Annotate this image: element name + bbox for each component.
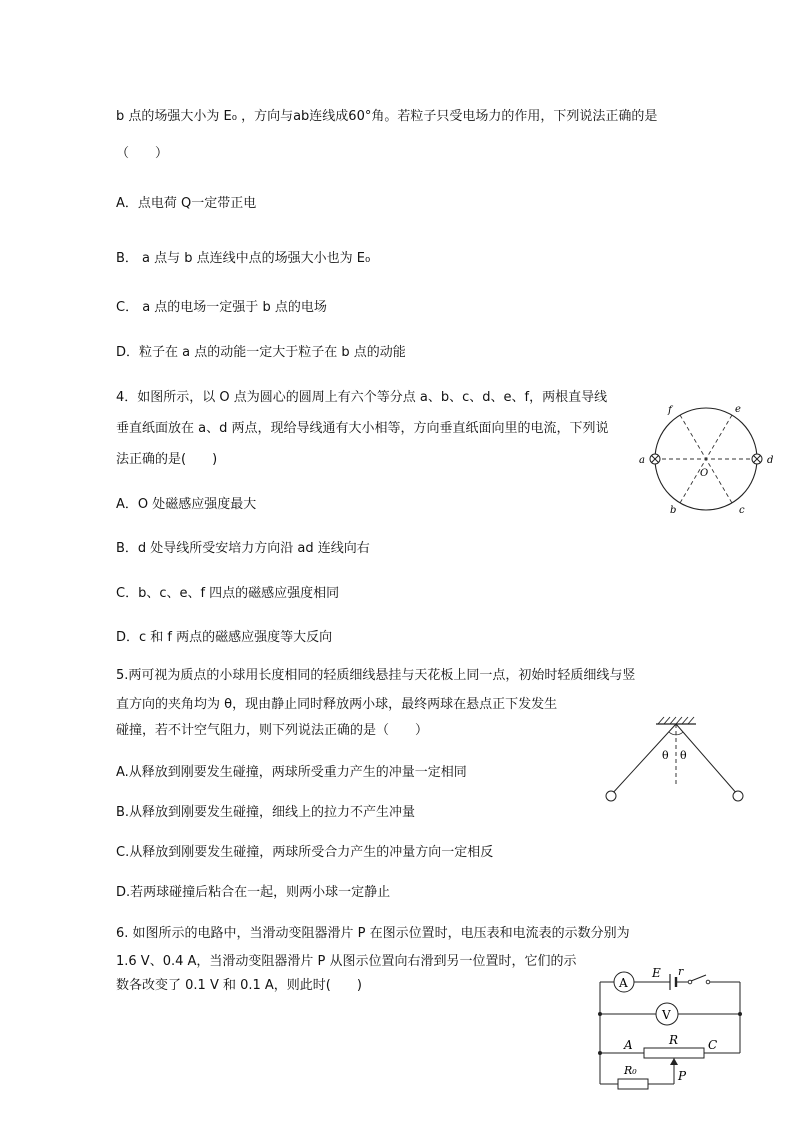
label-o: O [700, 468, 709, 479]
q3-option-d: D．粒子在 a 点的动能一定大于粒子在 b 点的动能 [116, 345, 406, 360]
q4-circle-figure [636, 398, 776, 518]
q4-option-d: D．c 和 f 两点的磁感应强度等大反向 [116, 630, 333, 645]
q4-stem-line1: 4．如图所示，以 O 点为圆心的圆周上有六个等分点 a、b、c、d、e、f，两根直导线 [116, 390, 608, 405]
rheostat-r-label: R [669, 1033, 679, 1047]
q3-answer-bracket: （ ） [116, 146, 169, 161]
q4-stem-line2: 垂直纸面放在 a、d 两点，现给导线通有大小相等，方向垂直纸面向里的电流，下列说 [116, 421, 609, 436]
left-ball-icon [606, 791, 616, 801]
label-f: f [668, 405, 672, 416]
q4-option-a: A．O 处磁感应强度最大 [116, 497, 257, 512]
voltmeter-icon [656, 1003, 678, 1025]
q5-pendulum-figure [598, 714, 754, 810]
q5-option-c: C.从释放到刚要发生碰撞，两球所受合力产生的冲量方向一定相反 [116, 845, 494, 860]
rheostat-end-c-label: C [708, 1038, 718, 1052]
resistor-r0-icon [618, 1079, 648, 1089]
slider-p-label: P [678, 1069, 687, 1083]
q6-stem-line1: 6. 如图所示的电路中，当滑动变阻器滑片 P 在图示位置时，电压表和电流表的示数分别为 [116, 926, 630, 941]
slider-arrow-icon [670, 1058, 678, 1065]
q5-stem-line3: 碰撞，若不计空气阻力，则下列说法正确的是（ ） [116, 723, 429, 738]
switch-icon [688, 975, 710, 984]
q4-option-b: B．d 处导线所受安培力方向沿 ad 连线向右 [116, 541, 370, 556]
ammeter-label: A [619, 976, 628, 990]
label-b: b [670, 505, 677, 516]
wire-d-icon [752, 454, 762, 464]
q5-option-d: D.若两球碰撞后粘合在一起，则两小球一定静止 [116, 885, 391, 900]
voltmeter-label: V [662, 1008, 671, 1022]
ammeter-icon [614, 972, 634, 992]
r-label: r [678, 965, 684, 978]
q3-stem-line1: b 点的场强大小为 E₀ ，方向与ab连线成60°角。若粒子只受电场力的作用，下列说法正确的是 [116, 109, 658, 124]
right-ball-icon [733, 791, 743, 801]
q3-option-b: B． a 点与 b 点连线中点的场强大小也为 E₀ [116, 251, 371, 266]
q3-option-a: A．点电荷 Q一定带正电 [116, 196, 257, 211]
emf-label: E [652, 966, 661, 980]
wire-a-icon [650, 454, 660, 464]
rheostat-icon [644, 1048, 704, 1058]
rheostat-end-a-label: A [624, 1038, 633, 1052]
battery-icon [670, 974, 676, 990]
q6-stem-line3: 数各改变了 0.1 V 和 0.1 A，则此时( ) [116, 978, 362, 993]
resistor-r0-label: R₀ [624, 1064, 637, 1077]
q5-stem-line1: 5.两可视为质点的小球用长度相同的轻质细线悬挂与天花板上同一点，初始时轻质细线与竖 [116, 668, 636, 683]
label-d: d [767, 455, 774, 466]
q5-stem-line2: 直方向的夹角均为 θ，现由静止同时释放两小球，最终两球在悬点正下发发生 [116, 697, 558, 712]
q3-option-c: C． a 点的电场一定强于 b 点的电场 [116, 300, 327, 315]
label-e: e [735, 404, 741, 415]
q5-option-b: B.从释放到刚要发生碰撞，细线上的拉力不产生冲量 [116, 805, 416, 820]
label-c: c [739, 505, 745, 516]
q6-circuit-figure [590, 962, 750, 1098]
q4-option-c: C．b、c、e、f 四点的磁感应强度相同 [116, 586, 340, 601]
theta-right-label: θ [680, 749, 687, 762]
label-a: a [639, 455, 645, 466]
q5-option-a: A.从释放到刚要发生碰撞，两球所受重力产生的冲量一定相同 [116, 765, 467, 780]
theta-left-label: θ [662, 749, 669, 762]
q4-stem-line3: 法正确的是( ) [116, 452, 218, 467]
q6-stem-line2: 1.6 V、0.4 A，当滑动变阻器滑片 P 从图示位置向右滑到另一位置时，它们的示 [116, 954, 577, 969]
